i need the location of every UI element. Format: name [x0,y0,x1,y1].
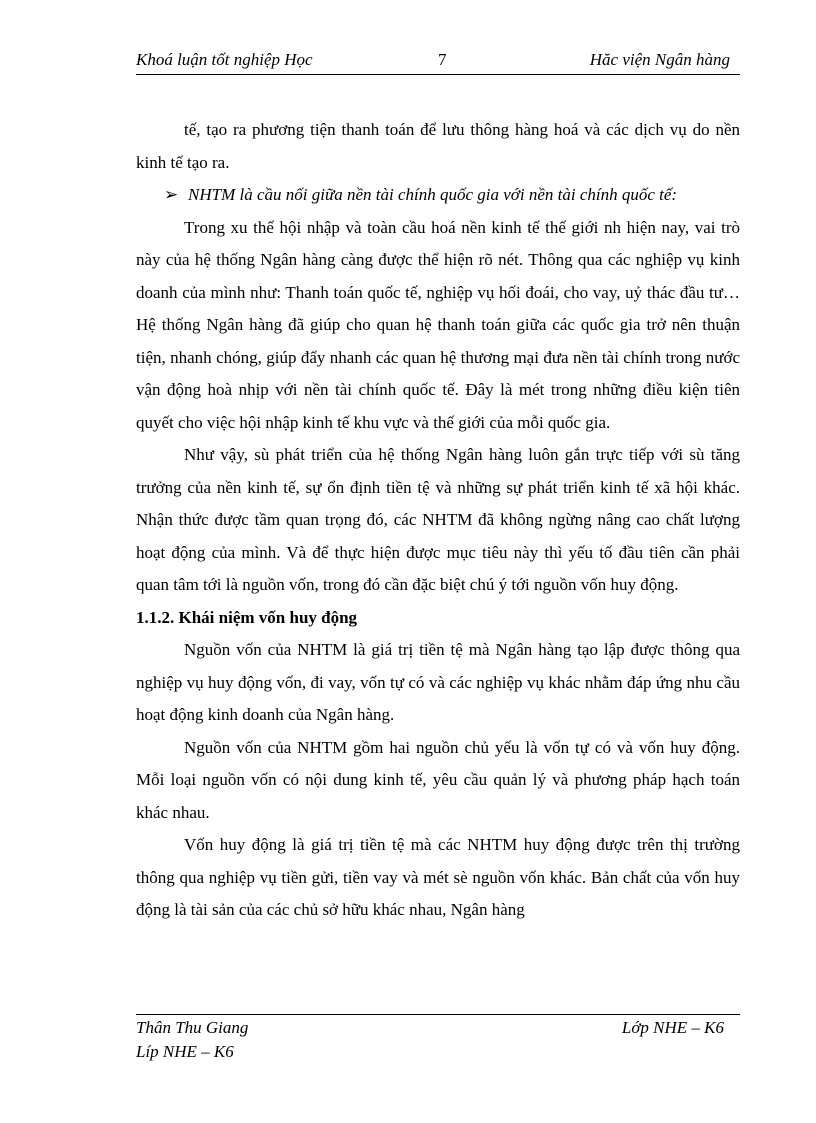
page-body [136,114,740,927]
paragraph-4: Nguồn vốn của NHTM là giá trị tiền tệ mà Ngân hàng tạo lập được thông qua nghiệp vụ huy động vốn, đi vay, vốn tự có và các nghiệp vụ khác nhằm đáp ứng nhu cầu hoạt động kinh doanh của Ngân hàng. [136,640,740,724]
paragraph-5: Nguồn vốn của NHTM gồm hai nguồn chủ yếu là vốn tự có và vốn huy động. Mỗi loại nguồn vốn có nội dung kinh tế, yêu cầu quản lý và phương pháp hạch toán khác nhau. [136,737,740,822]
paragraph-2: Trong xu thế hội nhập và toàn cầu hoá nền kinh tế thế giới nh hiện nay, vai trò này của hệ thống Ngân hàng càng được thể hiện rõ nét. Thông qua các nghiệp vụ kinh doanh của mình như: Thanh toán quốc tế, nghiệp vụ hối đoái, cho vay, uỷ thác đầu tư…Hệ thống Ngân hàng đã giúp cho quan hệ thanh toán giữa các quốc gia trở nên thuận tiện, nhanh chóng, giúp đẩy nhanh các quan hệ thương mại đưa nền tài chính trong nước vận động hoà nhịp với nền tài chính quốc tế. Đây là mét trong những điều kiện tiên quyết cho việc hội nhập kinh tế khu vực và thế giới của mỗi quốc gia. [136,217,740,432]
paragraph-6: Vốn huy động là giá trị tiền tệ mà các NHTM huy động được trên thị trường thông qua nghiệp vụ tiền gửi, tiền vay và mét sè nguồn vốn khác. Bản chất của vốn huy động là tài sản của các chủ sở hữu khác nhau, Ngân hàng [136,835,740,919]
page-header [136,50,740,75]
header-institution: Hăc viện Ngân hàng [589,50,730,69]
header-thesis-title: Khoá luận tốt nghiệp Học [136,50,313,69]
bullet-text: NHTM là cầu nối giữa nền tài chính quốc gia với nền tài chính quốc tế: [188,185,678,204]
header-page-number: 7 [438,50,447,69]
footer-class-right: Lớp NHE – K6 [621,1018,724,1037]
footer-divider [136,1014,740,1015]
arrow-bullet-icon: ➢ [164,185,179,204]
paragraph-1: tế, tạo ra phương tiện thanh toán để lưu thông hàng hoá và các dịch vụ do nền kinh tế tạo ra. [136,120,740,172]
section-heading: 1.1.2. Khái niệm vốn huy động [136,607,358,627]
bullet-item [136,179,740,212]
paragraph-3: Như vậy, sù phát triển của hệ thống Ngân hàng luôn gắn trực tiếp với sù tăng trưởng của nền kinh tế, sự ổn định tiền tệ và những sự phát triển kinh tế xã hội khác. Nhận thức được tầm quan trọng đó, các NHTM đã không ngừng nâng cao chất lượng hoạt động của mình. Và để thực hiện được mục tiêu này thì yếu tố đầu tiên cần phải quan tâm tới là nguồn vốn, trong đó cần đặc biệt chú ý tới nguồn vốn huy động. [136,445,740,594]
footer-class-left: Líp NHE – K6 [136,1042,234,1061]
footer-author: Thân Thu Giang [136,1018,249,1037]
